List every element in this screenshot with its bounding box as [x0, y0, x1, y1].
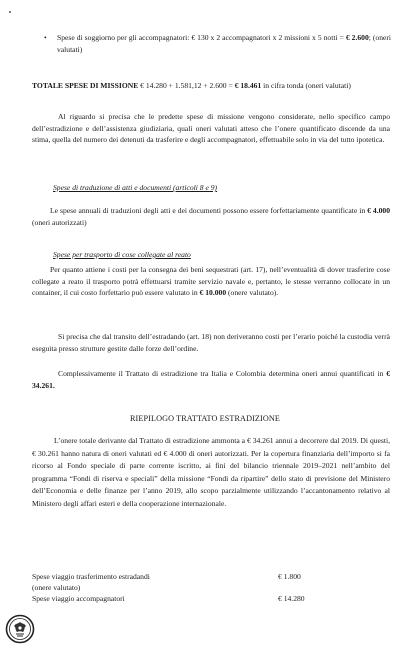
para3-value: € 10.000 [199, 288, 227, 298]
paragraph-traduzione [32, 205, 390, 228]
paragraph-riepilogo: L’onere totale derivante dal Trattato di estradizione ammonta a € 34.261 annui a decorrere dal 2019. Di questi, € 30.261 hanno natura di oneri valutati ed € 4.000 di oneri autorizzati. Per la copertura finanziaria dell’importo si fa ricorso al Fondo speciale di parte corrente iscritto, ai fini del bilancio triennale 2019–2021 nell’ambito del programma “Fondi di riserva e speciali” della missione “Fondi da ripartire” dello stato di previsione del Ministero dell’Economia e delle finanze per l’anno 2019, allo scopo parzialmente utilizzando l’accantonamento relativo al Ministero degli affari esteri e della cooperazione internazionale. [32, 436, 390, 508]
cost-value: € 1.800 [278, 572, 301, 581]
para3-text: Per quanto attiene i costi per la consegna dei beni sequestrati (art. 17), nell’eventualità di dover trasferire cose collegate a reato il trasporto potrà effettuarsi tramite servizio navale e, pertanto, le stesse verranno collocate in un container, il cui costo forfettario può essere valutato in [32, 265, 390, 298]
totals-text: € 14.280 + 1.581,12 + 2.600 = [138, 81, 235, 90]
para5-value: € 34.261. [32, 369, 390, 390]
totals-suffix: in cifra tonda (oneri valutati) [261, 81, 351, 90]
riepilogo-title: RIEPILOGO TRATTATO ESTRADIZIONE [130, 414, 280, 423]
para3-suffix: (onere valutato). [226, 288, 279, 298]
paragraph-complessivo [32, 368, 390, 391]
bullet-soggiorno [44, 32, 391, 55]
paragraph-missione: Al riguardo si precisa che le predette spese di missione vengono considerate, nello specifico campo dell’estradizione e dell’assistenza giudiziaria, quali oneri valutati atteso che l’onere quantificato discende da una stima, quella del numero dei detenuti da trasferire e degli accompagnatori, effettuabile solo in via del tutto ipotetica. [32, 112, 390, 145]
cost-row [32, 593, 332, 604]
para2-value: € 4.000 [367, 206, 391, 215]
para5-text: Complessivamente il Trattato di estradizione tra Italia e Colombia determina oneri annui quantificati in [58, 369, 387, 378]
scan-speck [9, 11, 11, 13]
cost-value: € 14.280 [278, 594, 305, 603]
cost-table [32, 571, 332, 604]
paragraph-trasporto [32, 264, 390, 299]
totale-spese-missione [32, 80, 390, 92]
bullet-text: Spese di soggiorno per gli accompagnatori: € 130 x 2 accompagnatori x 2 missioni x 5 notti = [57, 33, 346, 42]
para2-suffix: (oneri autorizzati) [32, 217, 87, 227]
cost-label: Spese viaggio trasferimento estradandi [32, 572, 150, 581]
paragraph-transito: Si precisa che dal transito dell’estradando (art. 18) non deriveranno costi per l’erario poiché la custodia verrà eseguita presso strutture gestite dalle forze dell’ordine. [32, 332, 390, 353]
para2-text: Le spese annuali di traduzioni degli atti e dei documenti possono essere forfettariamente quantificate in [50, 206, 368, 215]
seal-stamp-icon [5, 614, 35, 644]
heading-trasporto: Spese per trasporto di cose collegate al reato [53, 250, 191, 259]
cost-label: Spese viaggio accompagnatori [32, 594, 125, 603]
bullet-suffix: ; (oneri valutati) [57, 33, 391, 54]
heading-traduzione: Spese di traduzione di atti e documenti (articoli 8 e 9) [53, 183, 218, 192]
bullet-dot-icon: • [44, 33, 47, 42]
cost-label: (onere valutato) [32, 583, 81, 592]
cost-row [32, 571, 332, 582]
totals-label: TOTALE SPESE DI MISSIONE [32, 81, 139, 90]
totals-value: € 18.461 [234, 81, 262, 90]
bullet-value: € 2.600 [345, 33, 369, 42]
cost-row [32, 582, 332, 593]
